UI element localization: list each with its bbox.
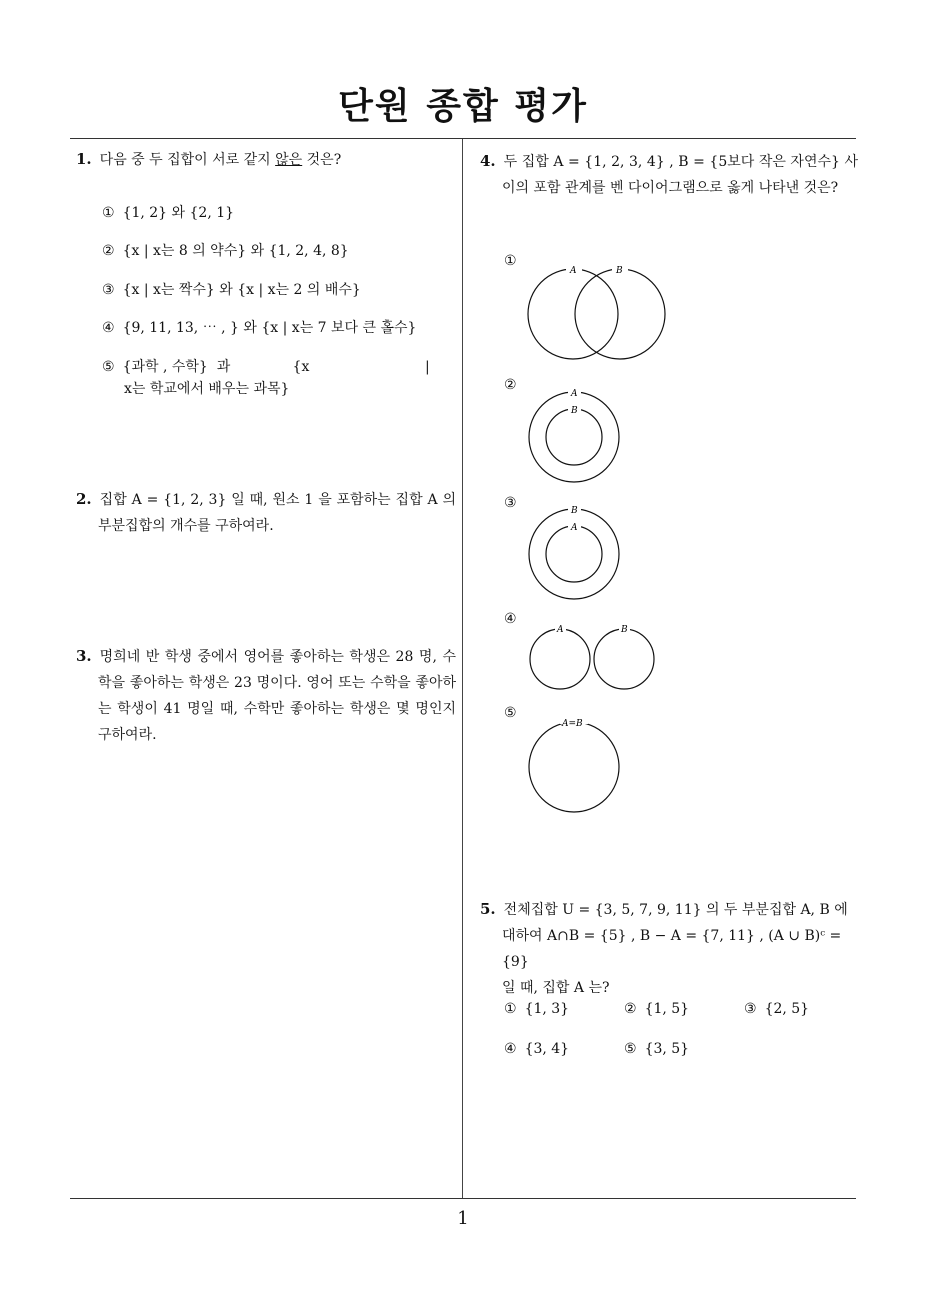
- question-text-line3: 일 때, 집합 A 는?: [502, 980, 610, 996]
- question-number: 2.: [76, 490, 92, 508]
- q4-option-5-mark[interactable]: ⑤: [504, 705, 517, 721]
- q1-option-1[interactable]: ① {1, 2} 와 {2, 1}: [102, 205, 235, 221]
- question-text-line2: 대하여 A∩B = {5} , B − A = {7, 11} , (A ∪ B)ᶜ = {9}: [502, 928, 842, 970]
- option-text-cont: x는 학교에서 배우는 과목}: [124, 381, 290, 397]
- question-number: 3.: [76, 647, 92, 665]
- option-text: {1, 5}: [644, 1001, 690, 1017]
- bottom-rule: [70, 1198, 856, 1199]
- underlined-text: 않은: [275, 152, 303, 168]
- q5-option-5[interactable]: ⑤ {3, 5}: [624, 1041, 690, 1057]
- venn-diagram-3: [526, 503, 626, 603]
- q4-option-3-mark[interactable]: ③: [504, 495, 517, 511]
- venn-label-a: A: [570, 266, 577, 276]
- question-text: 다음 중 두 집합이 서로 같지 않은 것은?: [99, 152, 342, 168]
- option-text: {9, 11, 13, ⋯ , } 와 {x | x는 7 보다 큰 홀수}: [122, 320, 417, 336]
- q5-option-2[interactable]: ② {1, 5}: [624, 1001, 690, 1017]
- venn-diagram-4: [526, 622, 660, 694]
- q5-option-1[interactable]: ① {1, 3}: [504, 1001, 570, 1017]
- option-text: {x | x는 8 의 약수} 와 {1, 2, 4, 8}: [122, 243, 349, 259]
- top-rule: [70, 138, 856, 139]
- venn-label-equal: A=B: [562, 719, 583, 729]
- venn-label-a: A: [557, 625, 564, 635]
- q4-option-1-mark[interactable]: ①: [504, 253, 517, 269]
- option-text: {2, 5}: [764, 1001, 810, 1017]
- column-divider: [462, 139, 463, 1199]
- option-text: {1, 3}: [524, 1001, 570, 1017]
- venn-diagram-1: [526, 262, 676, 366]
- venn-label-b: B: [621, 625, 628, 635]
- question-text: 명희네 반 학생 중에서 영어를 좋아하는 학생은 28 명, 수학을 좋아하는 학생은 23 명이다. 영어 또는 수학을 좋아하는 학생이 41 명일 때, 수학만 좋아하는 학생은 몇 명인지 구하여라.: [98, 649, 456, 743]
- question-number: 5.: [480, 900, 496, 918]
- venn-diagram-2: [526, 386, 626, 486]
- q5-option-4[interactable]: ④ {3, 4}: [504, 1041, 570, 1057]
- question-1: [76, 146, 456, 173]
- q4-option-4-mark[interactable]: ④: [504, 611, 517, 627]
- venn-label-outer: B: [571, 506, 578, 516]
- question-number: 1.: [76, 150, 92, 168]
- question-3: [76, 643, 456, 748]
- q1-option-2[interactable]: ② {x | x는 8 의 약수} 와 {1, 2, 4, 8}: [102, 243, 349, 259]
- page-number: 1: [457, 1208, 469, 1229]
- option-text: {1, 2} 와 {2, 1}: [122, 205, 235, 221]
- question-4: [480, 148, 858, 201]
- q1-option-4[interactable]: ④ {9, 11, 13, ⋯ , } 와 {x | x는 7 보다 큰 홀수}: [102, 320, 417, 336]
- page-title: 단원 종합 평가: [338, 86, 588, 127]
- venn-label-inner: A: [571, 523, 578, 533]
- question-text: 두 집합 A = {1, 2, 3, 4} , B = {5보다 작은 자연수} 사이의 포함 관계를 벤 다이어그램으로 옳게 나타낸 것은?: [502, 154, 858, 196]
- q4-option-2-mark[interactable]: ②: [504, 377, 517, 393]
- option-text: {3, 4}: [524, 1041, 570, 1057]
- question-number: 4.: [480, 152, 496, 170]
- question-2: [76, 486, 456, 539]
- venn-label-inner: B: [571, 406, 578, 416]
- option-text: {과학 , 수학} 과 {x |: [122, 359, 430, 375]
- venn-label-b: B: [616, 266, 623, 276]
- option-text: {x | x는 짝수} 와 {x | x는 2 의 배수}: [122, 282, 361, 298]
- q1-option-5[interactable]: ⑤ {과학 , 수학} 과 {x | x는 학교에서 배우는 과목}: [102, 356, 452, 400]
- q1-option-3[interactable]: ③ {x | x는 짝수} 와 {x | x는 2 의 배수}: [102, 282, 361, 298]
- venn-label-outer: A: [571, 389, 578, 399]
- question-5: [480, 896, 860, 1001]
- question-text-line1: 전체집합 U = {3, 5, 7, 9, 11} 의 두 부분집합 A, B 에: [503, 902, 848, 918]
- venn-diagram-5: [526, 716, 626, 816]
- option-text: {3, 5}: [644, 1041, 690, 1057]
- question-text: 집합 A = {1, 2, 3} 일 때, 원소 1 을 포함하는 집합 A 의 부분집합의 개수를 구하여라.: [98, 492, 456, 534]
- q5-option-3[interactable]: ③ {2, 5}: [744, 1001, 810, 1017]
